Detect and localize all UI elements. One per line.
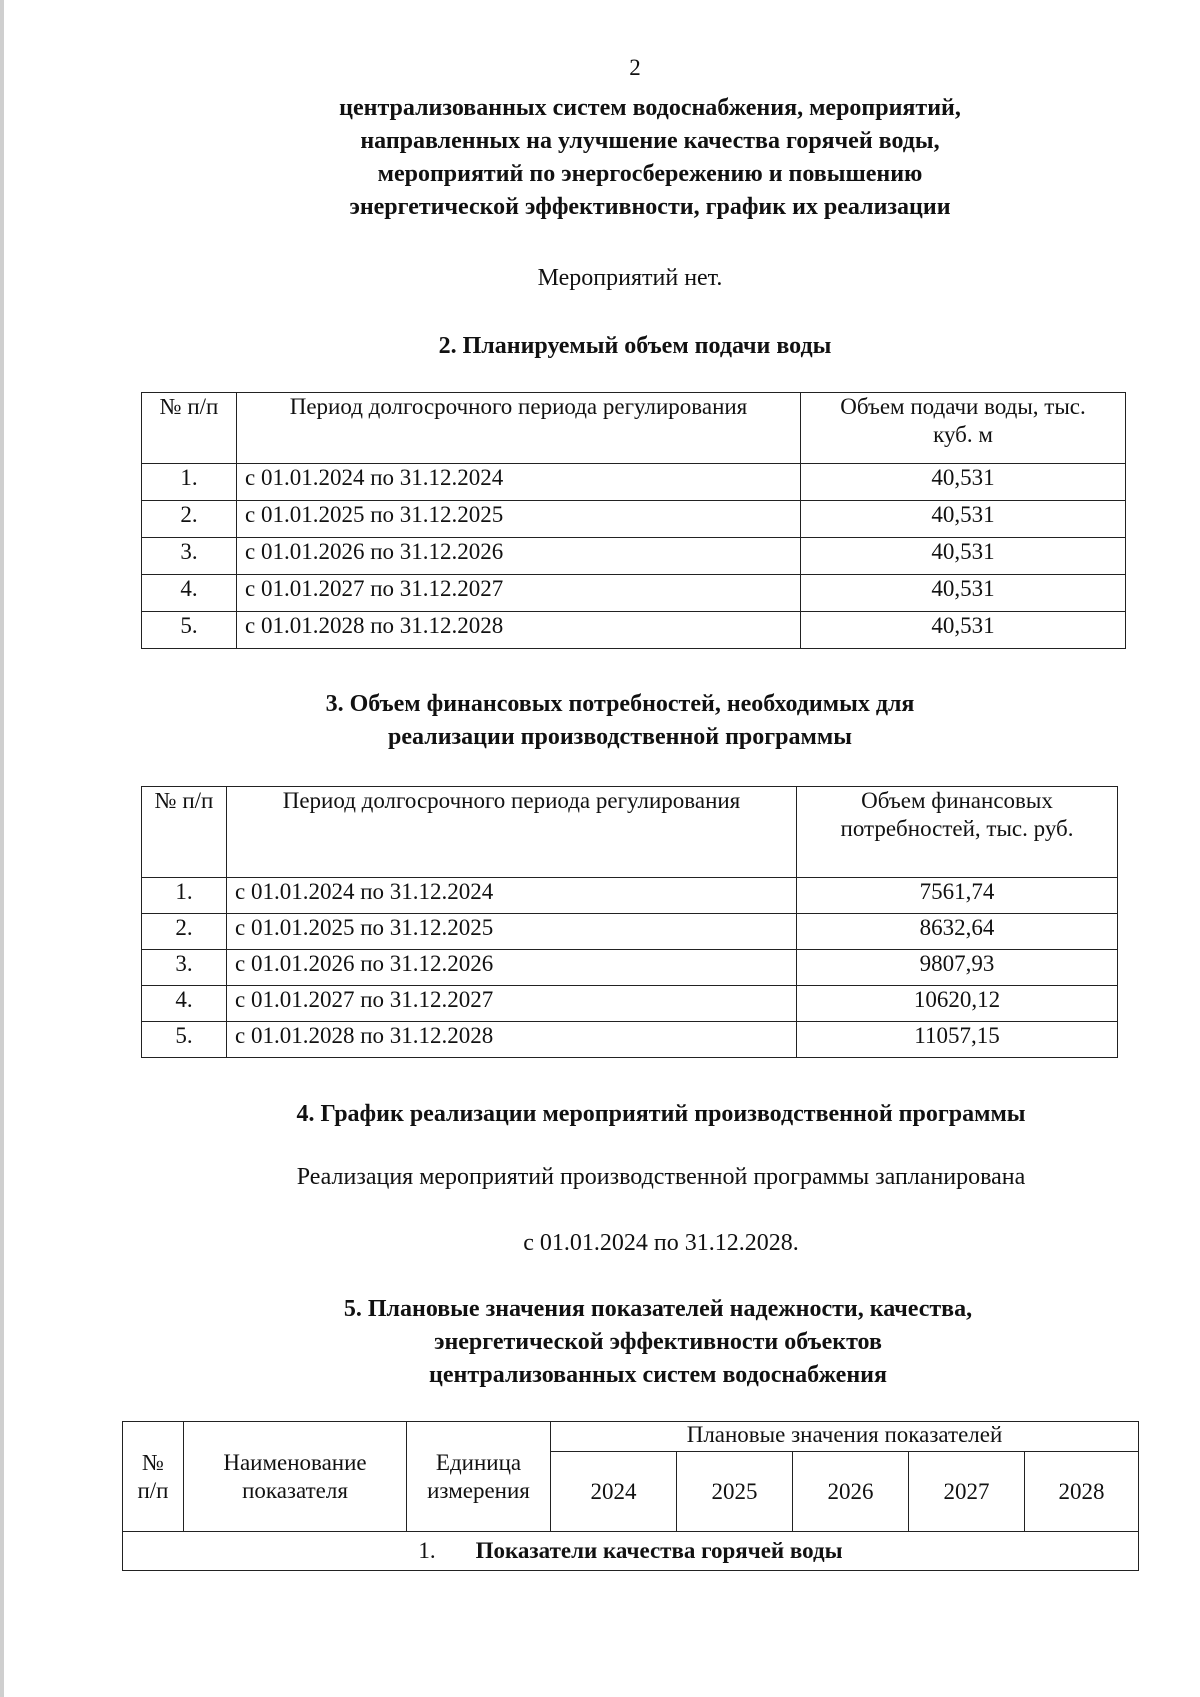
row-period: с 01.01.2027 по 31.12.2027 <box>237 575 801 612</box>
section4-text-line1: Реализация мероприятий производственной программы запланирована <box>296 1164 1026 1190</box>
row-period: с 01.01.2024 по 31.12.2024 <box>237 464 801 501</box>
page-number: 2 <box>629 55 641 80</box>
col-header-financial: Объем финансовых потребностей, тыс. руб. <box>797 787 1118 878</box>
row-period: с 01.01.2024 по 31.12.2024 <box>227 878 797 914</box>
section5-title-line: 5. Плановые значения показателей надежности, качества, <box>343 1296 973 1322</box>
row-amount: 9807,93 <box>797 950 1118 986</box>
row-number: 5. <box>142 1022 227 1058</box>
section3-title-line: 3. Объем финансовых потребностей, необходимых для <box>325 691 915 717</box>
subsection-title: Показатели качества горячей воды <box>475 1538 843 1563</box>
row-amount: 8632,64 <box>797 914 1118 950</box>
row-period: с 01.01.2025 по 31.12.2025 <box>237 501 801 538</box>
col-header-number: № п/п <box>142 787 227 878</box>
col-header-indicator-name: Наименование показателя <box>184 1422 407 1532</box>
table-row <box>142 986 1118 1022</box>
intro-heading <box>0 92 1200 224</box>
table-row <box>142 464 1126 501</box>
row-period: с 01.01.2026 по 31.12.2026 <box>227 950 797 986</box>
intro-heading-line: централизованных систем водоснабжения, мероприятий, <box>339 95 961 121</box>
row-period: с 01.01.2027 по 31.12.2027 <box>227 986 797 1022</box>
section4-title: 4. График реализации мероприятий производственной программы <box>296 1101 1026 1127</box>
subsection-number: 1. <box>418 1538 436 1563</box>
scan-edge <box>0 0 4 1697</box>
row-volume: 40,531 <box>801 612 1126 649</box>
row-volume: 40,531 <box>801 464 1126 501</box>
col-header-year: 2024 <box>551 1452 677 1532</box>
table-row <box>142 612 1126 649</box>
col-header-year: 2027 <box>909 1452 1025 1532</box>
row-number: 2. <box>142 501 237 538</box>
row-volume: 40,531 <box>801 575 1126 612</box>
section4-text-line2: с 01.01.2024 по 31.12.2028. <box>523 1230 799 1256</box>
row-number: 1. <box>142 878 227 914</box>
row-number: 1. <box>142 464 237 501</box>
row-number: 5. <box>142 612 237 649</box>
col-header-year: 2025 <box>677 1452 793 1532</box>
col-header-year: 2028 <box>1025 1452 1139 1532</box>
intro-heading-line: мероприятий по энергосбережению и повышению <box>377 161 923 187</box>
col-header-number: № п/п <box>123 1422 184 1532</box>
row-amount: 7561,74 <box>797 878 1118 914</box>
section5-title <box>0 1293 1200 1392</box>
row-period: с 01.01.2028 по 31.12.2028 <box>237 612 801 649</box>
col-header-period: Период долгосрочного периода регулирования <box>227 787 797 878</box>
col-header-period: Период долгосрочного периода регулирования <box>237 393 801 464</box>
no-measures-text: Мероприятий нет. <box>537 265 723 291</box>
table-header-row <box>142 393 1126 464</box>
section5-title-line: энергетической эффективности объектов <box>434 1329 882 1355</box>
section2-title: 2. Планируемый объем подачи воды <box>438 333 832 359</box>
subsection-row <box>123 1532 1139 1571</box>
water-supply-table <box>141 392 1126 649</box>
table-row <box>142 878 1118 914</box>
row-number: 3. <box>142 950 227 986</box>
row-volume: 40,531 <box>801 538 1126 575</box>
row-period: с 01.01.2028 по 31.12.2028 <box>227 1022 797 1058</box>
row-number: 4. <box>142 986 227 1022</box>
col-header-planned-values: Плановые значения показателей <box>551 1422 1139 1452</box>
table-row <box>142 1022 1118 1058</box>
table-row <box>123 1532 1139 1571</box>
row-number: 4. <box>142 575 237 612</box>
table-row <box>142 914 1118 950</box>
section3-title <box>0 688 1200 754</box>
row-amount: 10620,12 <box>797 986 1118 1022</box>
col-header-volume: Объем подачи воды, тыс. куб. м <box>801 393 1126 464</box>
col-header-year: 2026 <box>793 1452 909 1532</box>
row-number: 2. <box>142 914 227 950</box>
col-header-unit: Единица измерения <box>407 1422 551 1532</box>
intro-heading-line: направленных на улучшение качества горячей воды, <box>360 128 940 154</box>
financial-needs-table <box>141 786 1118 1058</box>
intro-heading-line: энергетической эффективности, график их реализации <box>349 194 951 220</box>
section3-title-line: реализации производственной программы <box>388 724 852 750</box>
col-header-number: № п/п <box>142 393 237 464</box>
table-header-row <box>123 1422 1139 1452</box>
indicators-table <box>122 1421 1139 1571</box>
row-period: с 01.01.2025 по 31.12.2025 <box>227 914 797 950</box>
row-amount: 11057,15 <box>797 1022 1118 1058</box>
section5-title-line: централизованных систем водоснабжения <box>429 1362 887 1388</box>
table-row <box>142 501 1126 538</box>
row-period: с 01.01.2026 по 31.12.2026 <box>237 538 801 575</box>
row-volume: 40,531 <box>801 501 1126 538</box>
table-row <box>142 575 1126 612</box>
table-row <box>142 538 1126 575</box>
table-header-row <box>142 787 1118 878</box>
row-number: 3. <box>142 538 237 575</box>
table-row <box>142 950 1118 986</box>
